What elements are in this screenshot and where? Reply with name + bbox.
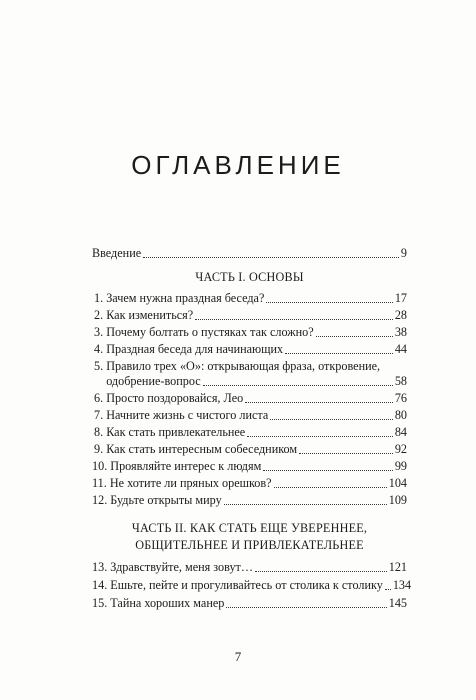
toc-entry-page: 104 [388,476,407,490]
dot-leader [247,436,393,437]
toc-entry-number: 6. [94,391,104,405]
toc-entry-title: Как стать привлекательнее [106,425,246,439]
toc-entry-page: 80 [394,408,407,422]
toc-entry [94,342,407,357]
toc-entry-number: 15. [92,596,108,610]
toc-entry-title: Зачем нужна праздная беседа? [106,291,265,305]
toc-entry-page: 17 [394,291,407,305]
dot-leader [263,470,392,471]
dot-leader [255,571,387,572]
toc-entry-title: Просто поздоровайся, Лео [106,391,244,405]
toc-entry [92,560,407,575]
part-2-title-line: ЧАСТЬ II. КАК СТАТЬ ЕЩЕ УВЕРЕННЕЕ, [131,521,368,535]
toc-entry-number: 3. [94,325,104,339]
dot-leader [274,487,387,488]
toc-entry [92,493,407,508]
toc-entry-title-continued: одобрение-вопрос [106,374,201,388]
toc-entry-page: 109 [388,493,407,507]
toc-entry [92,578,412,593]
dot-leader [385,589,391,590]
toc-entry [94,408,407,423]
toc-entry [94,325,407,340]
toc-entry-title: Не хотите ли пряных орешков? [109,476,272,490]
toc-entry-number: 12. [92,493,108,507]
dot-leader [226,607,386,608]
toc-entry [92,476,407,491]
toc-entry [94,359,407,389]
toc-entry-page: 99 [394,459,407,473]
page-number: 7 [234,649,242,664]
part-2-title-line: ОБЩИТЕЛЬНЕЕ И ПРИВЛЕКАТЕЛЬНЕЕ [135,538,364,552]
toc-entry-page: 92 [394,442,407,456]
toc-entry-page: 44 [394,342,407,356]
toc-heading: ОГЛАВЛЕНИЕ [131,150,345,180]
dot-leader [316,336,393,337]
toc-entry-title: Как измениться? [106,308,194,322]
toc-entry [92,596,407,611]
dot-leader [224,504,387,505]
toc-entry-page: 84 [394,425,407,439]
toc-entry-page: 76 [394,391,407,405]
toc-entry-number: 14. [92,578,108,592]
dot-leader [299,453,393,454]
part-2-title [92,520,407,554]
dot-leader [195,319,393,320]
toc-entry-title: Ешьте, пейте и прогуливайтесь от столика к столику [110,578,383,592]
toc-entry-title: Будьте открыты миру [110,493,222,507]
toc-entry [94,425,407,440]
toc-entry-title: Начните жизнь с чистого листа [106,408,269,422]
toc-entry-title: Здравствуйте, меня зовут… [110,560,254,574]
toc-entry-page: 38 [394,325,407,339]
toc-entry-page: 9 [400,246,407,260]
toc-entry [94,442,407,457]
dot-leader [143,257,399,258]
toc-entry-title: Почему болтать о пустяках так сложно? [106,325,314,339]
toc-entry [94,391,407,406]
dot-leader [266,302,392,303]
table-of-contents [92,246,412,611]
toc-entry-title: Праздная беседа для начинающих [106,342,284,356]
toc-entry-page: 58 [394,374,407,388]
toc-entry [94,291,407,306]
toc-entry-number: 11. [92,476,107,490]
toc-entry-title: Введение [92,246,142,260]
toc-entry-number: 4. [94,342,104,356]
toc-entry-page: 145 [388,596,407,610]
dot-leader [245,402,393,403]
toc-entry-number: 7. [94,408,104,422]
toc-entry-intro [92,246,407,261]
toc-entry-number: 5. [94,359,104,373]
toc-entry-number: 9. [94,442,104,456]
toc-entry-page: 28 [394,308,407,322]
toc-entry [94,308,407,323]
toc-entry-number: 2. [94,308,104,322]
toc-entry-title: Проявляйте интерес к людям [110,459,262,473]
part-1-title: ЧАСТЬ I. ОСНОВЫ [195,270,304,284]
toc-entry-title: Правило трех «О»: открывающая фраза, откровение, [106,359,381,373]
toc-entry-page: 121 [388,560,407,574]
toc-entry-title: Тайна хороших манер [110,596,225,610]
toc-entry-number: 1. [94,291,104,305]
dot-leader [285,353,393,354]
dot-leader [203,385,393,386]
dot-leader [270,419,393,420]
toc-entry-number: 13. [92,560,108,574]
toc-entry-number: 10. [92,459,108,473]
toc-entry-title: Как стать интересным собеседником [106,442,298,456]
toc-entry-number: 8. [94,425,104,439]
toc-entry [92,459,407,474]
toc-entry-page: 134 [392,578,412,592]
